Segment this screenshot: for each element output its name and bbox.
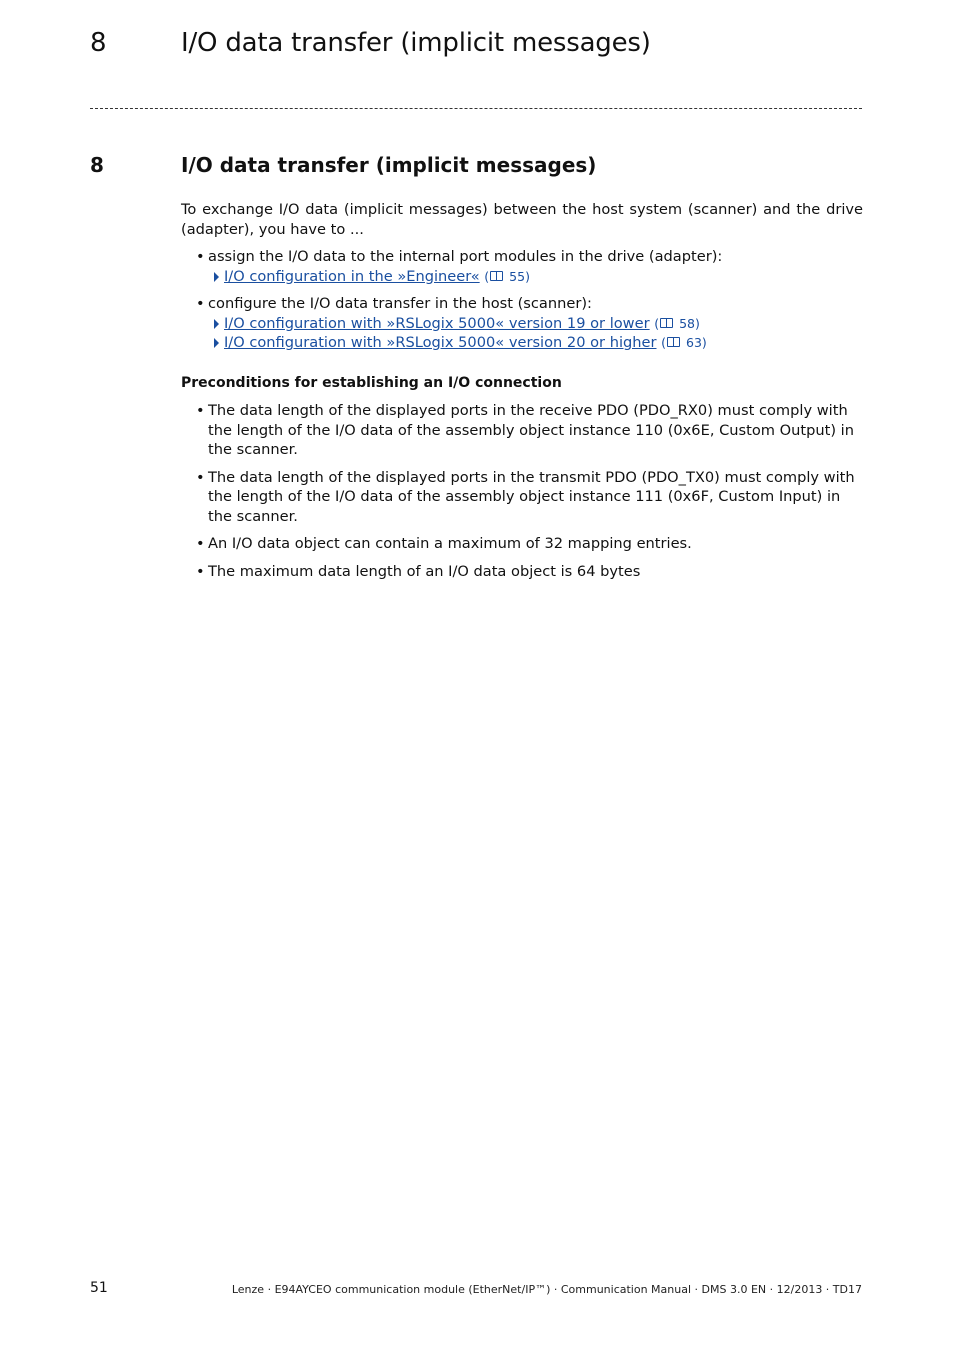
bullet-icon: • [196, 562, 205, 580]
list-item [181, 247, 863, 286]
cross-reference [208, 314, 863, 334]
bullet-icon: • [196, 535, 205, 552]
ref-open: ( [654, 315, 660, 331]
steps-list [181, 247, 863, 353]
section-title: I/O data transfer (implicit messages) [181, 153, 597, 177]
arrow-right-icon [214, 272, 219, 282]
book-icon [490, 271, 503, 281]
bullet-icon: • [196, 402, 205, 419]
page-number: 51 [90, 1280, 108, 1296]
header-divider [90, 108, 862, 109]
bullet-icon: • [196, 295, 205, 312]
page-reference [661, 335, 707, 350]
cross-reference [208, 267, 863, 287]
page-reference [484, 269, 530, 284]
link-rslogix-v19[interactable]: I/O configuration with »RSLogix 5000« version 19 or lower [224, 314, 650, 332]
list-item [181, 562, 863, 582]
footer-text: Lenze · E94AYCEO communication module (EtherNet/IP™) · Communication Manual · DMS 3.0 EN · 12/2013 · TD17 [231, 1283, 862, 1296]
bullet-icon: • [196, 248, 205, 265]
book-icon [660, 318, 673, 328]
link-engineer-io-config[interactable]: I/O configuration in the »Engineer« [224, 267, 480, 285]
section-number: 8 [90, 153, 104, 177]
ref-open: ( [484, 268, 490, 284]
precondition-text: The data length of the displayed ports in the transmit PDO (PDO_TX0) must comply with the length of the I/O data of the assembly object instance 111 (0x6F, Custom Input) in the scanner. [208, 468, 855, 525]
ref-page: 55 [509, 268, 526, 284]
ref-page: 63 [686, 335, 702, 350]
main-content [181, 200, 863, 588]
cross-reference [208, 333, 863, 353]
list-item [181, 468, 863, 527]
precondition-text: An I/O data object can contain a maximum of 32 mapping entries. [208, 535, 692, 552]
book-icon [667, 337, 680, 347]
link-rslogix-v20[interactable]: I/O configuration with »RSLogix 5000« version 20 or higher [224, 334, 657, 351]
ref-open: ( [661, 335, 667, 350]
ref-page: 58 [679, 315, 696, 331]
bullet-icon: • [196, 468, 205, 486]
list-item [181, 534, 863, 554]
precondition-text: The data length of the displayed ports in the receive PDO (PDO_RX0) must comply with the length of the I/O data of the assembly object instance 110 (0x6E, Custom Output) in the scanner. [208, 402, 854, 458]
header-chapter-title: I/O data transfer (implicit messages) [181, 28, 651, 58]
preconditions-list [181, 401, 863, 581]
arrow-right-icon [214, 338, 219, 348]
ref-close: ) [695, 315, 700, 331]
ref-close: ) [525, 268, 530, 284]
list-item [181, 401, 863, 460]
precondition-text: The maximum data length of an I/O data object is 64 bytes [208, 562, 641, 580]
arrow-right-icon [214, 319, 219, 329]
ref-close: ) [701, 335, 707, 350]
step-links [208, 267, 863, 287]
step-links [208, 314, 863, 353]
preconditions-heading: Preconditions for establishing an I/O connection [181, 374, 562, 391]
step-text: assign the I/O data to the internal port modules in the drive (adapter): [208, 248, 723, 265]
list-item [181, 294, 863, 353]
intro-paragraph: To exchange I/O data (implicit messages) between the host system (scanner) and the drive (adapter), you have to ... [181, 201, 863, 238]
step-text: configure the I/O data transfer in the host (scanner): [208, 295, 592, 312]
header-chapter-number: 8 [90, 28, 107, 58]
page-reference [654, 316, 700, 331]
